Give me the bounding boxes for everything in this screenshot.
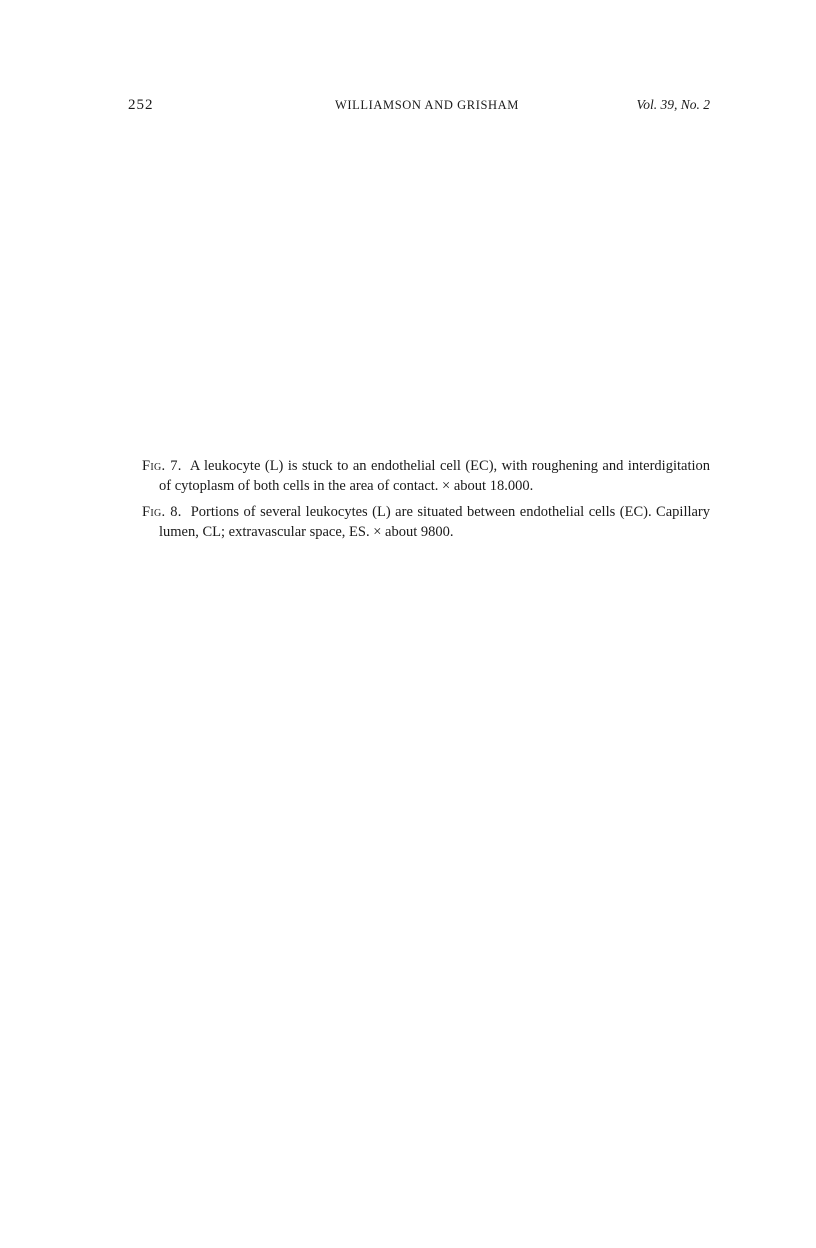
figure-captions bbox=[142, 456, 710, 548]
figure-label: Fig. 7. bbox=[142, 458, 182, 474]
page-number: 252 bbox=[128, 97, 154, 113]
running-title: WILLIAMSON AND GRISHAM bbox=[334, 98, 520, 112]
caption-text: Portions of several leukocytes (L) are situated between endothelial cells (EC). Capillary lumen, CL; extravascular space, ES. × about 9800. bbox=[159, 504, 711, 540]
figure-label: Fig. 8. bbox=[142, 504, 182, 520]
running-head bbox=[128, 94, 712, 116]
figure-caption-7 bbox=[142, 456, 710, 496]
caption-text: A leukocyte (L) is stuck to an endothelial cell (EC), with roughening and interdigitation of cytoplasm of both cells in the area of contact. × about 18.000. bbox=[159, 458, 710, 494]
figure-caption-8 bbox=[142, 502, 710, 542]
volume-info: Vol. 39, No. 2 bbox=[636, 97, 710, 112]
